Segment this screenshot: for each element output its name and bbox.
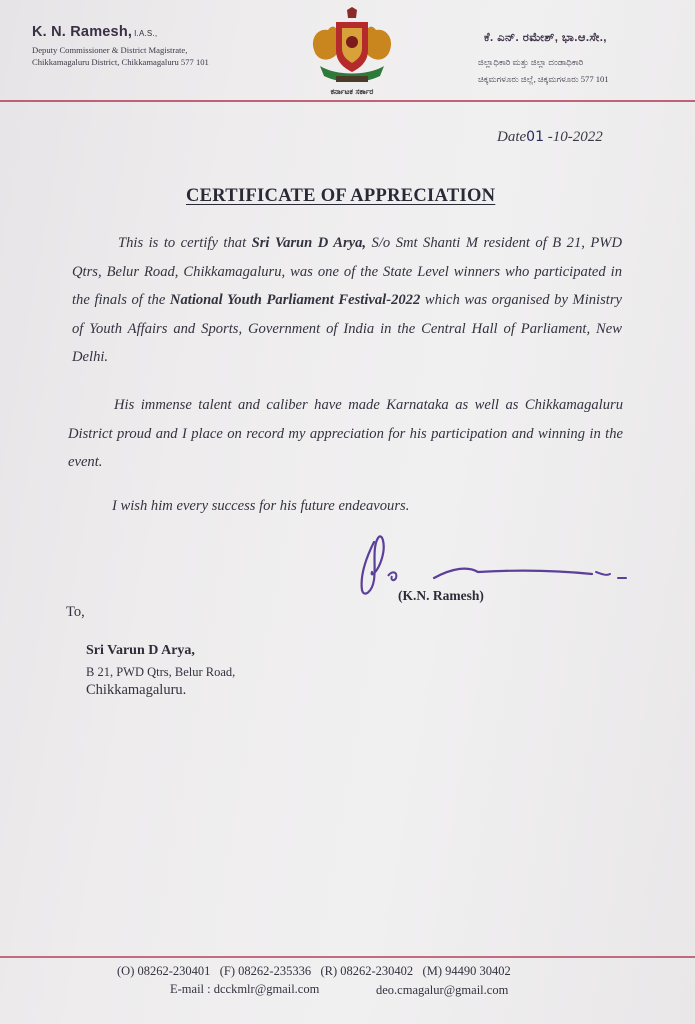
recipient-name: Sri Varun D Arya, (86, 643, 195, 658)
officer-designation-kannada: ಜಿಲ್ಲಾಧಿಕಾರಿ ಮತ್ತು ಜಿಲ್ಲಾ ದಂಡಾಧಿಕಾರಿ (478, 57, 584, 67)
phone-fax: (F) 08262-235336 (219, 964, 312, 978)
paragraph-wishes: I wish him every success for his future endeavours. (112, 498, 410, 514)
event-name: National Youth Parliament Festival-2022 (169, 292, 421, 308)
paragraph-appreciation: His immense talent and caliber have made Karnataka as well as Chikkamagaluru District proud and I place on record my appreciation for his participation and winning in the event. (68, 397, 623, 470)
signatory-name: (K.N. Ramesh) (398, 588, 484, 603)
recipient-address-line1: B 21, PWD Qtrs, Belur Road, (86, 665, 236, 679)
date-label: Date (497, 129, 527, 145)
phone-office: (O) 08262-230401 (117, 964, 211, 978)
phone-residence: (R) 08262-230402 (320, 964, 414, 978)
footer-email-secondary: deo.cmagalur@gmail.com (376, 983, 509, 997)
letter-date (497, 129, 603, 146)
header-divider (0, 100, 695, 102)
footer-email-primary: E-mail : dcckmlr@gmail.com (170, 982, 320, 996)
officer-name-kannada: ಕೆ. ಎನ್. ರಮೇಶ್, ಭಾ.ಆ.ಸೇ., (484, 32, 607, 44)
phone-mobile: (M) 94490 30402 (422, 964, 511, 978)
officer-address-english: Chikkamagaluru District, Chikkamagaluru 577 101 (32, 57, 209, 67)
handwritten-signature (352, 528, 632, 608)
date-day-handwritten: 01 (526, 129, 544, 145)
karnataka-emblem-icon (306, 6, 398, 100)
date-month-year: -10-2022 (544, 129, 603, 145)
certificate-title: CERTIFICATE OF APPRECIATION (186, 186, 496, 206)
emblem-caption: ಕರ್ನಾಟಕ ಸರ್ಕಾರ (330, 87, 374, 96)
officer-suffix: I.A.S., (134, 29, 158, 38)
recipient-name-inline: Sri Varun D Arya, (251, 235, 367, 251)
officer-address-kannada: ಚಿಕ್ಕಮಗಳೂರು ಜಿಲ್ಲೆ, ಚಿಕ್ಕಮಗಳೂರು 577 101 (478, 74, 609, 84)
officer-designation-english: Deputy Commissioner & District Magistrate, (32, 45, 188, 55)
footer-phone-numbers (117, 964, 511, 979)
recipient-address-line2: Chikkamagaluru. (86, 682, 187, 698)
officer-name-english: K. N. Ramesh, I.A.S., (32, 24, 158, 40)
paragraph-certification: This is to certify that Sri Varun D Arya, S/o Smt Shanti M resident of B 21, PWD Qtrs, Belur Road, Chikkamagaluru, was one of the State Level winners who participated in the finals of the National Youth Parliament Festival-2022 which was organised by Ministry of Youth Affairs and Sports, Government of India in the Central Hall of Parliament, New Delhi. (72, 235, 622, 365)
footer-divider (0, 956, 695, 958)
to-label: To, (66, 604, 85, 620)
